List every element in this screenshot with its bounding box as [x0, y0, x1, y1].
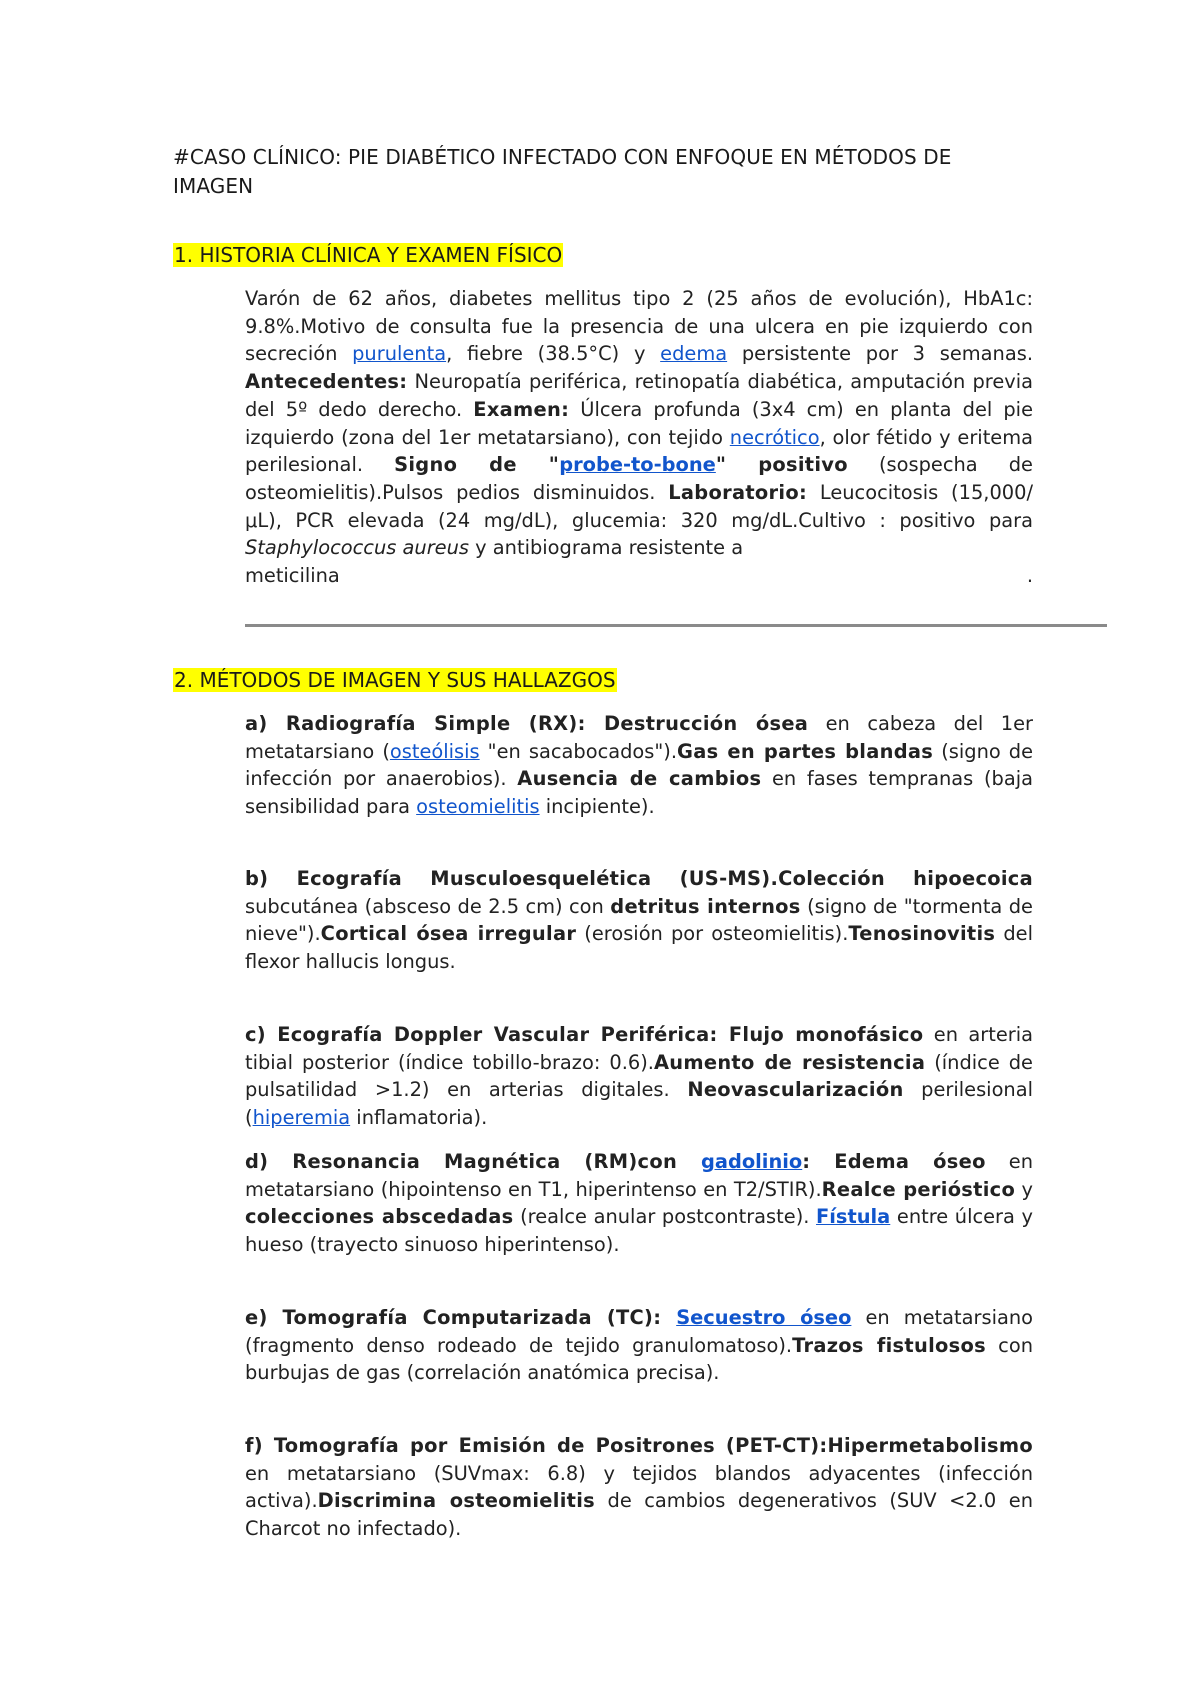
section-heading-historia — [173, 242, 563, 268]
text-run: con burbujas de gas (correlación anatómica precisa). — [245, 1333, 1033, 1385]
last-line — [245, 562, 1033, 590]
text-run: en metatarsiano (hipointenso en T1, hiperintenso en T2/STIR). — [245, 1150, 1033, 1201]
bold-run: Cortical ósea irregular — [320, 922, 577, 946]
bold-run: detritus internos — [610, 894, 801, 918]
text-run: en arteria tibial posterior (índice tobillo-brazo: 0.6). — [245, 1023, 1034, 1074]
text-run: . — [1026, 564, 1033, 588]
text-run: en metatarsiano (SUVmax: 6.8) y tejidos blandos adyacentes (infección activa). — [245, 1461, 1033, 1513]
label-examen: Examen: — [473, 397, 570, 421]
bold-run: b) Ecografía Musculoesquelética (US-MS).Colección hipoecoica — [245, 867, 1033, 890]
text-run: (sospecha de osteomielitis).Pulsos pedios disminuidos. — [245, 453, 1033, 504]
label-signo: Signo de " — [394, 453, 560, 477]
link-probe-to-bone[interactable]: probe-to-bone — [559, 453, 716, 477]
bold-run: a) Radiografía Simple (RX): Destrucción ósea — [245, 712, 809, 735]
bold-run: Trazos fistulosos — [792, 1333, 986, 1357]
imaging-item-rx — [245, 710, 1033, 821]
text-run: y — [1015, 1177, 1033, 1201]
label-antecedentes: Antecedentes: — [245, 370, 408, 394]
bold-run: colecciones abscedadas — [245, 1205, 514, 1229]
label-laboratorio: Laboratorio: — [668, 480, 808, 504]
imaging-item-tc — [245, 1304, 1033, 1387]
section-heading-metodos — [173, 667, 617, 693]
imaging-item-rm — [245, 1148, 1033, 1259]
bold-run: Neovascularización — [687, 1078, 904, 1102]
text-run: en metatarsiano (fragmento denso rodeado de tejido granulomatoso). — [245, 1306, 1034, 1357]
bold-run: Gas en partes blandas — [677, 739, 934, 763]
text-run: Varón de 62 años, diabetes mellitus tipo 2 (25 años de evolución), HbA1c: 9.8%.Motivo de consulta fue la presencia de una ulcera en pie izquierdo con secreción — [245, 287, 1033, 366]
bold-run: Ausencia de cambios — [517, 767, 762, 791]
text-run: Úlcera profunda (3x4 cm) en planta del pie izquierdo (zona del 1er metatarsiano), con tejido — [245, 397, 1034, 449]
link-hiperemia[interactable]: hiperemia — [252, 1106, 351, 1130]
link-osteomielitis[interactable]: osteomielitis — [416, 795, 540, 819]
bold-run: d) Resonancia Magnética (RM)con — [245, 1150, 701, 1173]
text-run: de cambios degenerativos (SUV <2.0 en Charcot no infectado). — [245, 1489, 1033, 1541]
text-run: Neuropatía periférica, retinopatía diabética, amputación previa del 5º dedo derecho. — [245, 370, 1033, 421]
bold-run: Discrimina osteomielitis — [317, 1489, 596, 1513]
text-run: (realce anular postcontraste). — [513, 1205, 817, 1229]
text-run: en fases tempranas (baja sensibilidad para — [245, 767, 1033, 819]
heading-highlight: 2. MÉTODOS DE IMAGEN Y SUS HALLAZGOS — [174, 668, 616, 692]
heading-highlight: 1. HISTORIA CLÍNICA Y EXAMEN FÍSICO — [174, 243, 563, 267]
text-run: (signo de infección por anaerobios). — [245, 739, 1034, 791]
text-run: , olor fétido y eritema perilesional. — [245, 425, 1033, 477]
text-run: incipiente). — [539, 795, 655, 819]
text-run: perilesional ( — [245, 1078, 1033, 1130]
link-gadolinio[interactable]: gadolinio — [700, 1150, 803, 1173]
bold-run: Tenosinovitis — [848, 922, 996, 946]
horizontal-rule — [245, 624, 1107, 627]
bold-run: e) Tomografía Computarizada (TC): — [245, 1306, 677, 1329]
imaging-item-us — [245, 865, 1033, 976]
text-run: meticilina — [245, 564, 340, 588]
text-run: "en sacabocados"). — [479, 739, 678, 763]
link-purulenta[interactable]: purulenta — [352, 342, 447, 366]
imaging-item-doppler — [245, 1021, 1033, 1132]
bold-run: c) Ecografía Doppler Vascular Periférica: Flujo monofásico — [245, 1023, 924, 1046]
label-signo-end: " positivo — [715, 453, 848, 477]
document-title: #CASO CLÍNICO: PIE DIABÉTICO INFECTADO CON ENFOQUE EN MÉTODOS DE IMAGEN — [173, 145, 952, 198]
link-fistula[interactable]: Fístula — [816, 1205, 891, 1229]
text-run: , fiebre (38.5°C) y — [446, 342, 661, 366]
text-run: del flexor hallucis longus. — [245, 922, 1033, 974]
text-run: persistente por 3 semanas. — [727, 342, 1033, 366]
bold-run: Realce perióstico — [821, 1177, 1016, 1201]
link-necrotico[interactable]: necrótico — [729, 425, 820, 449]
link-osteolisis[interactable]: osteólisis — [389, 739, 480, 763]
text-run: inflamatoria). — [350, 1106, 488, 1130]
link-secuestro-oseo[interactable]: Secuestro óseo — [676, 1306, 852, 1329]
text-run: (índice de pulsatilidad >1.2) en arterias digitales. — [245, 1050, 1033, 1102]
bold-run: Aumento de resistencia — [653, 1050, 926, 1074]
text-run: Leucocitosis (15,000/μL), PCR elevada (24 mg/dL), glucemia: 320 mg/dL.Cultivo : positivo para — [245, 480, 1033, 532]
text-run: subcutánea (absceso de 2.5 cm) con — [245, 894, 611, 918]
bold-run: f) Tomografía por Emisión de Positrones (PET-CT):Hipermetabolismo — [245, 1434, 1033, 1457]
link-edema[interactable]: edema — [660, 342, 728, 366]
text-run: en cabeza del 1er metatarsiano ( — [245, 712, 1033, 763]
bold-run: : Edema óseo — [802, 1150, 986, 1173]
imaging-item-pet — [245, 1432, 1033, 1543]
text-run: y antibiograma resistente a — [469, 536, 744, 560]
historia-paragraph — [245, 285, 1033, 590]
text-run: entre úlcera y hueso (trayecto sinuoso hiperintenso). — [245, 1205, 1033, 1257]
organism-name: Staphylococcus aureus — [245, 536, 469, 560]
text-run: (signo de "tormenta de nieve"). — [245, 894, 1033, 946]
text-run: (erosión por osteomielitis). — [576, 922, 849, 946]
